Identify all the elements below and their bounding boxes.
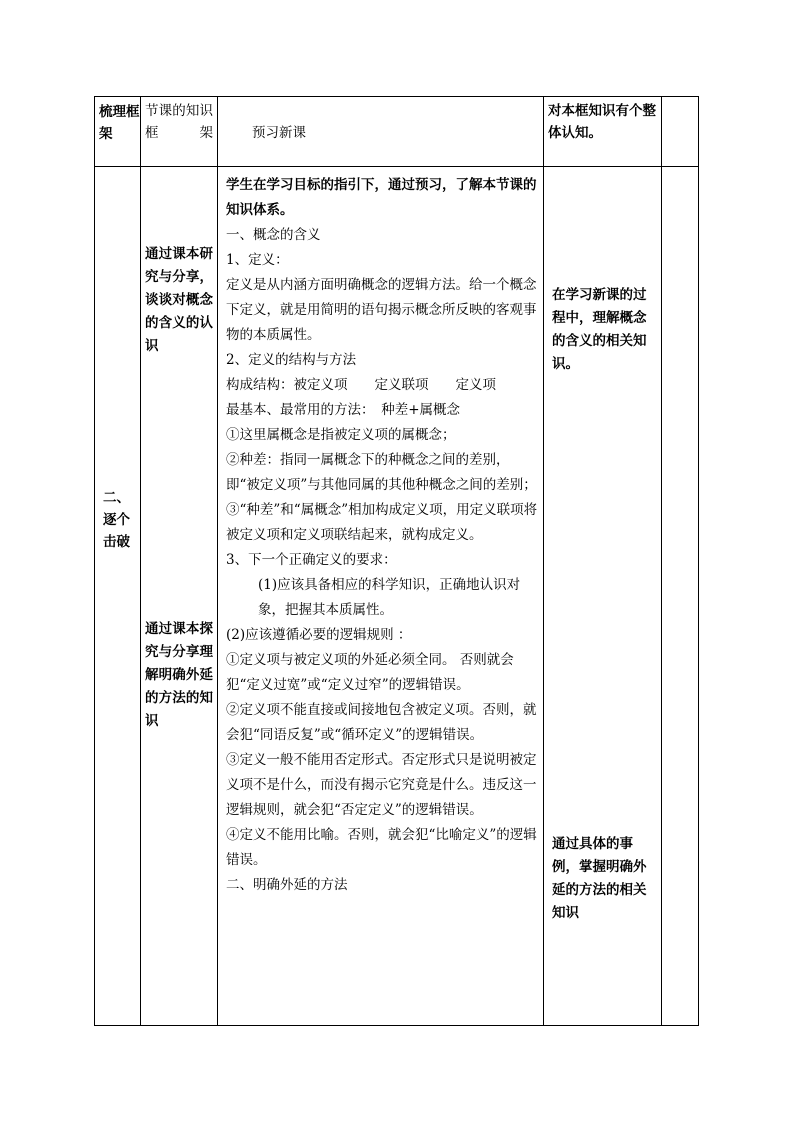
content-line: ③定义一般不能用否定形式。否定形式只是说明被定义项不是什么，而没有揭示它究竟是什么。违反这一逻辑规则，就会犯“否定定义”的逻辑错误。 xyxy=(226,752,537,818)
content-line: 一、概念的含义 xyxy=(226,227,321,243)
content-line: (1)应该具备相应的科学知识，正确地认识对象，把握其本质属性。 xyxy=(258,577,521,618)
content-line: 3、下一个正确定义的要求： xyxy=(226,552,397,568)
content-line: 构成结构：被定义项 定义联项 定义项 xyxy=(226,377,496,393)
content-line: ②定义项不能直接或间接地包含被定义项。否则，就会犯“同语反复”或“循环定义”的逻辑错误。 xyxy=(226,702,537,743)
goal-cell xyxy=(544,167,662,1026)
framework-item-concept: 通过课本研究与分享，谈谈对概念的含义的认识 xyxy=(145,246,213,354)
lesson-table xyxy=(94,96,699,1026)
content-line: ③“种差”和“属概念”相加构成定义项，用定义联项将被定义项和定义项联结起来，就构成定义。 xyxy=(226,502,538,543)
header-cell-framework xyxy=(95,97,141,167)
content-line: 最基本、最常用的方法： 种差+属概念 xyxy=(226,402,461,418)
content-line: (2)应该遵循必要的逻辑规则 ： xyxy=(226,627,412,643)
content-line: 1、定义： xyxy=(226,252,289,268)
content-body xyxy=(218,167,543,898)
header-cell-preview xyxy=(218,97,544,167)
content-line: ②种差：指同一属概念下的种概念之间的差别，即“被定义项”与其他同属的其他种概念之间的差别； xyxy=(226,452,537,493)
header-row xyxy=(95,97,699,167)
content-cell xyxy=(218,167,544,1026)
framework-cell xyxy=(141,167,218,1026)
header-cell-goal xyxy=(544,97,662,167)
goal-item-extension: 通过具体的事例，掌握明确外延的方法的相关知识 xyxy=(552,836,647,921)
content-line: ④定义不能用比喻。否则，就会犯“比喻定义”的逻辑错误。 xyxy=(226,827,537,868)
content-intro: 学生在学习目标的指引下，通过预习，了解本节课的知识体系。 xyxy=(226,177,537,218)
header-preview-label: 预习新课 xyxy=(252,125,306,141)
section-title-cell xyxy=(95,167,141,1026)
content-line: 定义是从内涵方面明确概念的逻辑方法。给一个概念下定义，就是用简明的语句揭示概念所反映的客观事物的本质属性。 xyxy=(226,277,537,343)
framework-item-extension: 通过课本探究与分享理解明确外延的方法的知识 xyxy=(145,621,213,729)
header-cell-empty xyxy=(662,97,699,167)
header-goal-label: 对本框知识有个整体认知。 xyxy=(548,103,656,141)
content-line: 二、明确外延的方法 xyxy=(226,877,348,893)
content-line: ①这里属概念是指被定义项的属概念； xyxy=(226,427,456,443)
content-line: ①定义项与被定义项的外延必须全同。 否则就会犯“定义过宽”或“定义过窄”的逻辑错误。 xyxy=(226,652,514,693)
header-knowledge-label: 节课的知识框架 xyxy=(145,103,213,141)
body-row xyxy=(95,167,699,1026)
header-framework-label: 梳理框架 xyxy=(99,104,140,142)
section-title: 二、逐个击破 xyxy=(103,490,130,550)
content-line: 2、定义的结构与方法 xyxy=(226,352,357,368)
header-cell-knowledge xyxy=(141,97,218,167)
empty-cell xyxy=(662,167,699,1026)
goal-item-concept: 在学习新课的过程中，理解概念的含义的相关知识。 xyxy=(552,287,647,372)
